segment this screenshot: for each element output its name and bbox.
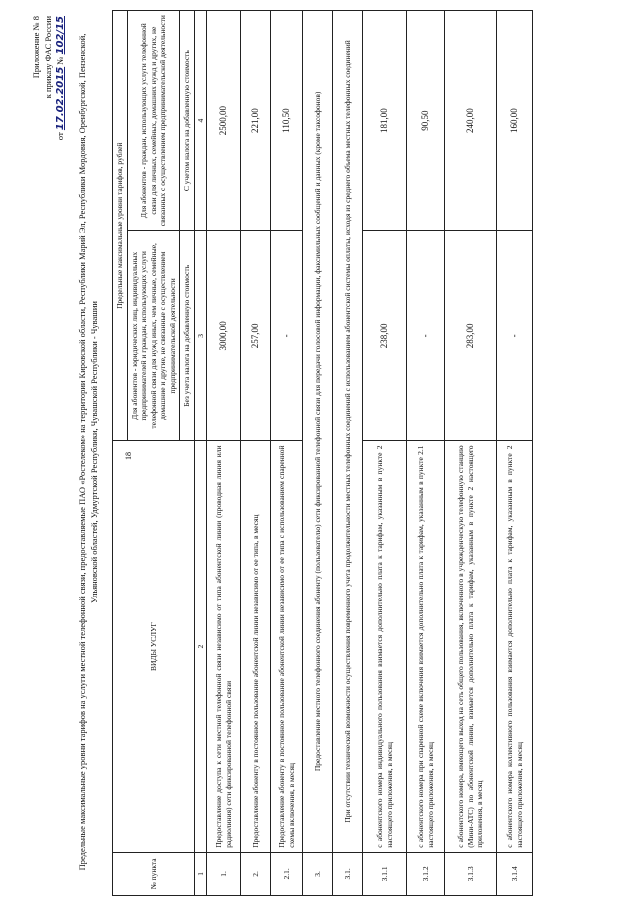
row-number: 2. <box>241 852 271 895</box>
document-title: Предельные максимальные уровни тарифов на услуги местной телефонной связи, предоставляемые ПАО «Ростелеком» на территории Кировской области, Республики Марий Эл, Республики Мордовия, Оренбургской, Пензенской, Ульяновской областей, Удмуртской Республики, Чувашской Республики - Чувашии <box>77 33 99 871</box>
service-description: Предоставление абоненту в постоянное пользование абонентской линии независимо от ее типа, в месяц <box>241 441 271 852</box>
column-index: 4 <box>194 11 207 231</box>
table-row <box>333 11 363 896</box>
table-row <box>241 11 271 896</box>
service-description: Предоставление доступа к сети местной телефонной связи независимо от типа абонентской линии (проводная линия или радиолиния) сети фиксированной телефонной связи <box>207 441 241 852</box>
row-number: 3.1.4 <box>497 852 533 895</box>
section-heading: Предоставление местного телефонного соединения абоненту (пользователю) сети фиксированной телефонной связи для передачи голосовой информации, факсимильных сообщений и данных (кроме таксофонов) <box>303 11 333 853</box>
row-number: 3.1.3 <box>445 852 497 895</box>
header-legal-entities: Для абонентов - юридических лиц, индивидуальных предпринимателей и граждан, использующих услуги телефонной связи для нужд иных, чем личные, семейные, домашние и другие, не связанные с осуществлением предпринимательской деятельности <box>127 231 180 441</box>
number-prefix: № <box>55 56 65 65</box>
row-number: 3.1.1 <box>363 852 407 895</box>
table-header-row <box>113 11 128 896</box>
column-index: 2 <box>194 441 207 852</box>
row-number: 3. <box>303 852 333 895</box>
column-index: 3 <box>194 231 207 441</box>
tariff-citizen-value: 90,50 <box>407 11 445 231</box>
table-row <box>497 11 533 896</box>
table-row <box>407 11 445 896</box>
service-description: Предоставление абоненту в постоянное пользование абонентской линии независимо от ее типа с использованием спаренной схемы включения, в месяц <box>271 441 303 852</box>
header-number: № пункта <box>113 852 195 895</box>
tariff-citizen-value: 181,00 <box>363 11 407 231</box>
header-vat-included: С учетом налога на добавленную стоимость <box>180 11 195 231</box>
tariff-legal-value: 238,00 <box>363 231 407 441</box>
tariff-legal-value: - <box>497 231 533 441</box>
date-prefix: от <box>55 132 65 141</box>
tariff-table <box>112 10 533 896</box>
tariff-citizen-value: 2500,00 <box>207 11 241 231</box>
tariff-legal-value: 3000,00 <box>207 231 241 441</box>
tariff-citizen-value: 110,50 <box>271 11 303 231</box>
service-description: с абонентского номера коллективного пользования взимается дополнительно плата к тарифам, указанным в пункте 2 настоящего приложения, в месяц <box>497 441 533 852</box>
section-heading: При отсутствии технической возможности осуществления повременного учета продолжительности местных телефонных соединений с использованием абонентской системы оплаты, исходя из среднего объема местных телефонных соединений <box>333 11 363 853</box>
row-number: 1. <box>207 852 241 895</box>
column-index: 1 <box>194 852 207 895</box>
handwritten-date: 17.02.2015 <box>55 66 66 131</box>
table-row <box>207 11 241 896</box>
tariff-citizen-value: 160,00 <box>497 11 533 231</box>
row-number: 3.1. <box>333 852 363 895</box>
appendix-date-line <box>54 16 67 186</box>
tariff-legal-value: 283,00 <box>445 231 497 441</box>
header-services: ВИДЫ УСЛУГ <box>113 441 195 852</box>
header-citizens: Для абонентов - граждан, использующих услуги телефонной связи для личных, семейных, домашних нужд и других, не связанных с осуществлением предпринимательской деятельности <box>127 11 180 231</box>
table-row <box>445 11 497 896</box>
table-row <box>363 11 407 896</box>
table-body <box>207 11 533 896</box>
tariff-citizen-value: 240,00 <box>445 11 497 231</box>
table-row <box>271 11 303 896</box>
tariff-legal-value: 257,00 <box>241 231 271 441</box>
handwritten-number: 102/15 <box>55 16 66 55</box>
header-vat-excluded: Без учета налога на добавленную стоимость <box>180 231 195 441</box>
appendix-title: Приложение № 8 <box>31 16 41 79</box>
tariff-citizen-value: 221,00 <box>241 11 271 231</box>
page-number: 18 <box>124 452 133 460</box>
row-number: 2.1. <box>271 852 303 895</box>
service-description: с абонентского номера, имеющего выход на сеть общего пользования, включенного в учрежденческую телефонную станцию (Мини-АТС) по абонентской линии, взимается дополнительно плата к тарифам, указанным в пункте 2 настоящего приложения, в месяц <box>445 441 497 852</box>
tariff-legal-value: - <box>271 231 303 441</box>
appendix-header <box>30 16 67 186</box>
tariff-legal-value: - <box>407 231 445 441</box>
header-tariffs: Предельные максимальные уровни тарифов, рублей <box>113 11 128 441</box>
column-index-row <box>194 11 207 896</box>
table-row <box>303 11 333 896</box>
service-description: с абонентского номера при спаренной схеме включения взимается дополнительно плата к тарифам, указанным в пункте 2.1 настоящего приложения, в месяц <box>407 441 445 852</box>
appendix-order: к приказу ФАС России <box>43 16 53 99</box>
service-description: с абонентского номера индивидуального пользования взимается дополнительно плата к тарифам, указанным в пункте 2 настоящего приложения, в месяц <box>363 441 407 852</box>
row-number: 3.1.2 <box>407 852 445 895</box>
